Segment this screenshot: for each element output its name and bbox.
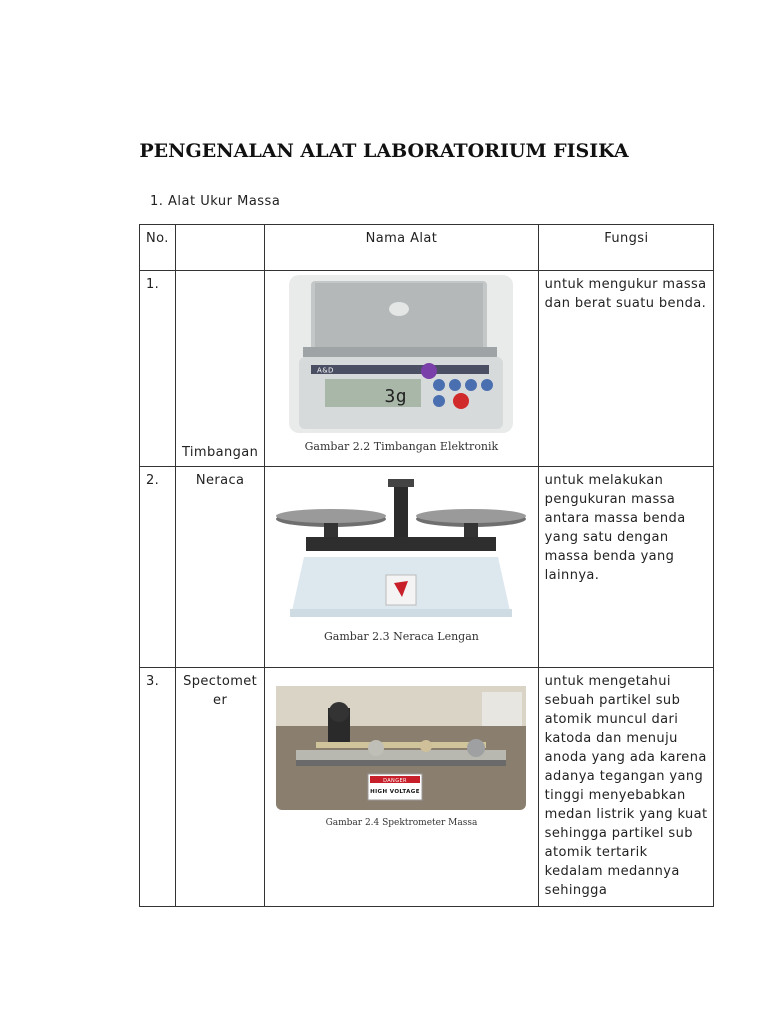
table-row xyxy=(140,271,714,467)
sign-high-voltage: HIGH VOLTAGE xyxy=(370,789,421,795)
table-header-row xyxy=(140,225,714,271)
tool-function: untuk mengetahui sebuah partikel sub atomik muncul dari katoda dan menuju anoda yang ada karena adanya tegangan yang tinggi menyebabkan medan listrik yang kuat sehingga partikel sub atomik tertarik kedalam medannya sehingga xyxy=(538,668,713,907)
header-name: Nama Alat xyxy=(265,225,538,271)
row-number: 1. xyxy=(140,271,176,467)
equipment-table xyxy=(139,224,714,907)
sign-danger: DANGER xyxy=(383,778,408,784)
row-number: 2. xyxy=(140,467,176,668)
section-heading: 1. Alat Ukur Massa xyxy=(150,194,281,209)
figure-caption: Gambar 2.3 Neraca Lengan xyxy=(324,630,479,643)
table-row xyxy=(140,467,714,668)
page-title: PENGENALAN ALAT LABORATORIUM FISIKA xyxy=(139,140,629,162)
mass-spectrometer-image xyxy=(276,686,526,810)
tool-name: Neraca xyxy=(176,467,265,668)
tool-function: untuk mengukur massa dan berat suatu benda. xyxy=(538,271,713,467)
row-number: 3. xyxy=(140,668,176,907)
tool-image-cell xyxy=(265,467,538,668)
beam-balance-image xyxy=(276,471,526,623)
electronic-scale-image xyxy=(289,275,513,433)
header-name-blank xyxy=(176,225,265,271)
scale-brand: A&D xyxy=(317,366,335,375)
header-no: No. xyxy=(140,225,176,271)
tool-image-cell xyxy=(265,668,538,907)
figure-caption: Gambar 2.2 Timbangan Elektronik xyxy=(304,440,499,453)
tool-image-cell xyxy=(265,271,538,467)
tool-name: Timbangan xyxy=(176,271,265,467)
figure-caption: Gambar 2.4 Spektrometer Massa xyxy=(325,818,478,828)
scale-reading: 3g xyxy=(384,386,408,407)
table-row xyxy=(140,668,714,907)
tool-name: Spectometer xyxy=(176,668,265,907)
header-function: Fungsi xyxy=(538,225,713,271)
tool-function: untuk melakukan pengukuran massa antara massa benda yang satu dengan massa benda yang lainnya. xyxy=(538,467,713,668)
